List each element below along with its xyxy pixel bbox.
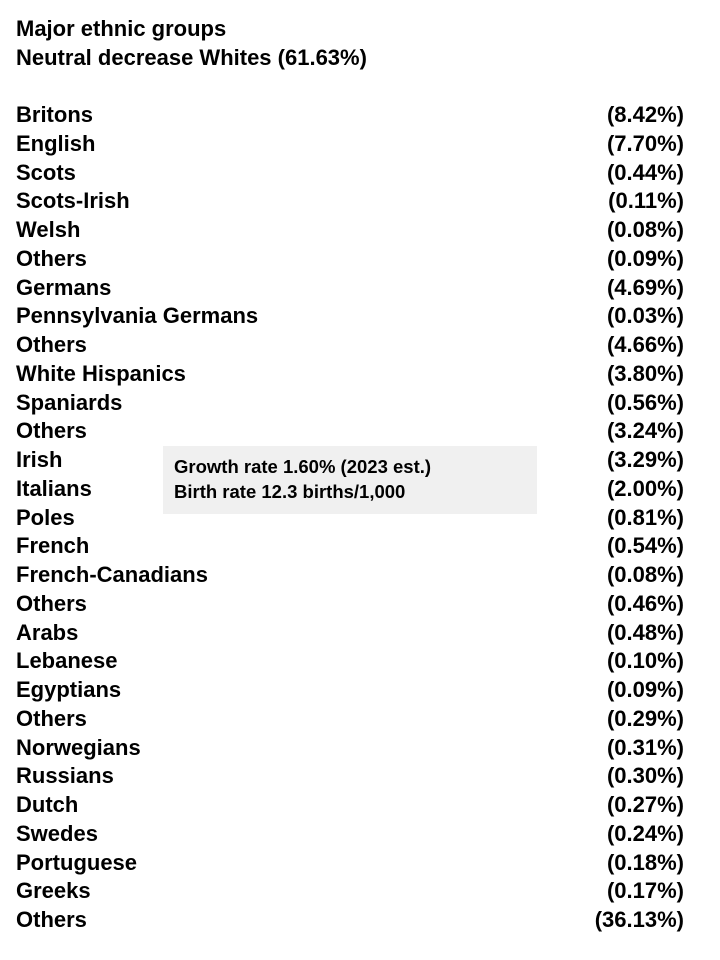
- list-item: [16, 159, 688, 188]
- group-percentage: (0.17%): [606, 878, 684, 904]
- header: [16, 14, 367, 72]
- group-label: Germans: [16, 274, 112, 300]
- group-label: Scots: [16, 159, 76, 185]
- group-percentage: (4.69%): [606, 274, 684, 300]
- list-item: [16, 245, 688, 274]
- group-label: Spaniards: [16, 389, 123, 415]
- group-label: Greeks: [16, 878, 91, 904]
- group-percentage: (3.29%): [606, 447, 684, 472]
- list-item: [16, 849, 688, 878]
- group-percentage: (0.81%): [606, 504, 684, 530]
- group-label: Egyptians: [16, 677, 122, 702]
- group-percentage: (4.66%): [606, 332, 684, 357]
- group-label: Dutch: [16, 792, 79, 817]
- group-label: Swedes: [16, 820, 98, 846]
- page-title: Major ethnic groups: [16, 16, 227, 41]
- list-item: [16, 561, 688, 590]
- group-percentage: (3.24%): [606, 418, 684, 444]
- list-item: [16, 590, 688, 619]
- group-label: Others: [16, 590, 87, 616]
- list-item: [16, 417, 688, 446]
- group-label: Italians: [16, 475, 92, 501]
- list-item: [16, 906, 688, 935]
- list-item: [16, 360, 688, 389]
- group-label: English: [16, 130, 96, 156]
- group-label: French-Canadians: [16, 562, 208, 587]
- list-item: [16, 532, 688, 561]
- group-percentage: (8.42%): [606, 102, 684, 127]
- group-label: Others: [16, 418, 87, 444]
- group-percentage: (0.29%): [606, 705, 684, 731]
- group-percentage: (0.03%): [606, 303, 684, 329]
- group-percentage: (0.11%): [608, 188, 684, 214]
- group-label: Others: [16, 907, 87, 932]
- list-item: [16, 216, 688, 245]
- group-label: Britons: [16, 102, 93, 127]
- list-item: [16, 331, 688, 360]
- list-item: [16, 389, 688, 418]
- list-item: [16, 302, 688, 331]
- group-label: Pennsylvania Germans: [16, 303, 259, 329]
- group-percentage: (0.44%): [606, 159, 684, 185]
- group-label: Welsh: [16, 217, 81, 242]
- birth-rate-text: Birth rate 12.3 births/1,000: [174, 481, 406, 502]
- list-item: [16, 187, 688, 216]
- group-percentage: (2.00%): [606, 475, 684, 501]
- list-item: [16, 130, 688, 159]
- group-label: White Hispanics: [16, 360, 186, 386]
- list-item: [16, 877, 688, 906]
- ethnic-group-list: [16, 101, 688, 935]
- group-percentage: (0.08%): [606, 562, 684, 587]
- group-percentage: (0.27%): [606, 792, 684, 817]
- list-item: [16, 791, 688, 820]
- group-percentage: (0.10%): [606, 648, 684, 674]
- group-percentage: (0.09%): [606, 677, 684, 702]
- group-label: Others: [16, 332, 87, 357]
- list-item: [16, 647, 688, 676]
- group-percentage: (0.31%): [606, 734, 684, 760]
- list-item: [16, 820, 688, 849]
- page-subtitle: Neutral decrease Whites (61.63%): [16, 45, 367, 70]
- group-label: Russians: [16, 763, 114, 789]
- group-percentage: (0.09%): [606, 245, 684, 271]
- list-item: [16, 274, 688, 303]
- group-percentage: (0.54%): [606, 533, 684, 559]
- group-percentage: (7.70%): [606, 130, 684, 156]
- group-percentage: (0.18%): [606, 849, 684, 875]
- group-label: Poles: [16, 504, 75, 530]
- group-label: French: [16, 533, 90, 559]
- group-label: Others: [16, 705, 87, 731]
- list-item: [16, 762, 688, 791]
- group-percentage: (3.80%): [606, 360, 684, 386]
- group-percentage: (0.48%): [606, 619, 684, 645]
- list-item: [16, 734, 688, 763]
- stats-infobox: [163, 446, 537, 514]
- group-label: Norwegians: [16, 734, 141, 760]
- group-label: Arabs: [16, 619, 79, 645]
- group-label: Lebanese: [16, 648, 118, 674]
- group-label: Irish: [16, 447, 63, 472]
- group-percentage: (0.30%): [606, 763, 684, 789]
- group-percentage: (0.56%): [606, 389, 684, 415]
- list-item: [16, 619, 688, 648]
- group-label: Others: [16, 245, 87, 271]
- growth-rate-text: Growth rate 1.60% (2023 est.): [174, 456, 432, 477]
- list-item: [16, 101, 688, 130]
- group-label: Portuguese: [16, 849, 138, 875]
- group-percentage: (0.24%): [606, 820, 684, 846]
- list-item: [16, 705, 688, 734]
- group-label: Scots-Irish: [16, 188, 130, 214]
- group-percentage: (0.46%): [606, 590, 684, 616]
- group-percentage: (36.13%): [594, 907, 684, 932]
- list-item: [16, 676, 688, 705]
- group-percentage: (0.08%): [606, 217, 684, 242]
